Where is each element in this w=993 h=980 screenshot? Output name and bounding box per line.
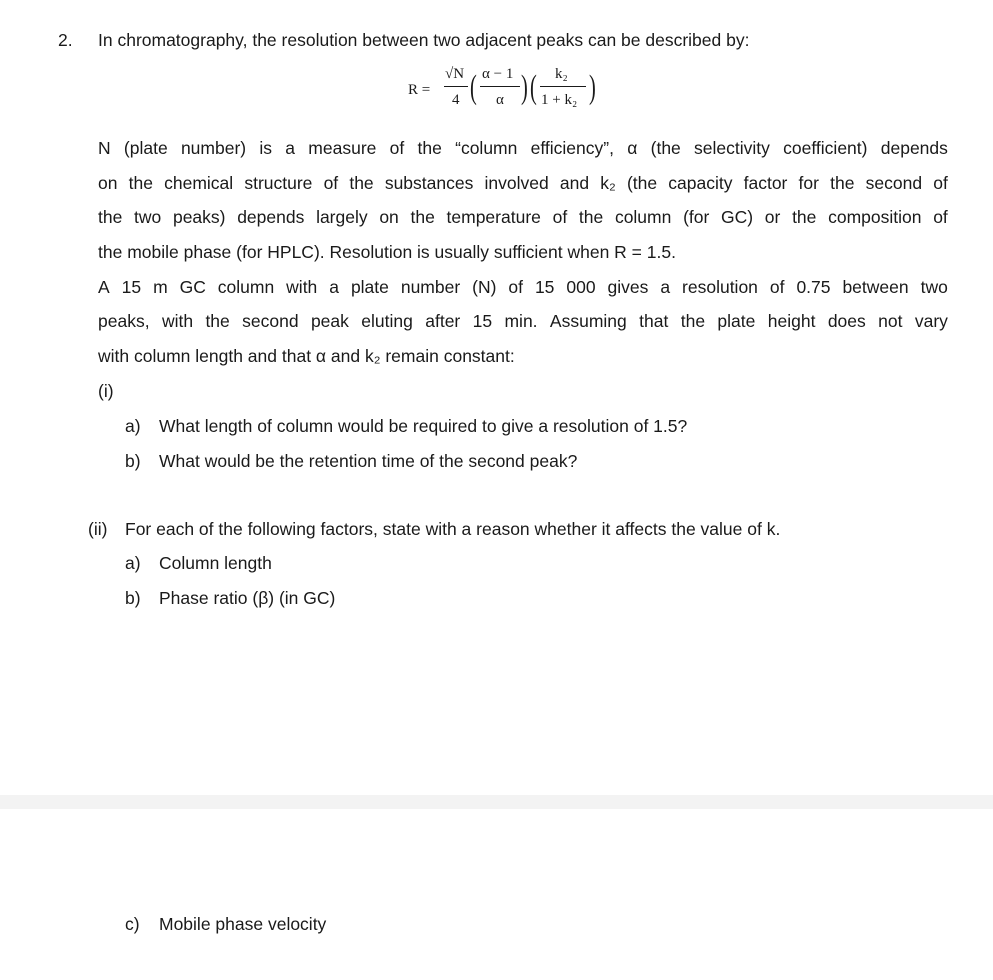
part-ii-b-label: b) <box>125 588 141 608</box>
part-ii-c-text: Mobile phase velocity <box>159 914 327 934</box>
text-line: the mobile phase (for HPLC). Resolution is usually sufficient when R = 1.5. <box>98 242 676 263</box>
formula-one-plus-k2: 1 + k₂ <box>541 92 578 108</box>
part-ii-a-text: Column length <box>159 553 272 573</box>
text-line: A 15 m GC column with a plate number (N) of 15 000 gives a resolution of 0.75 between two <box>98 276 948 297</box>
page-break-band <box>0 795 993 809</box>
text-line: with column length and that α and k₂ remain constant: <box>98 346 515 367</box>
part-ii-c-label: c) <box>125 914 140 934</box>
formula-denominator-4: 4 <box>452 92 460 108</box>
formula-alpha: α <box>496 92 504 108</box>
right-paren: ) <box>521 69 528 106</box>
text-line: the two peaks) depends largely on the temperature of the column (for GC) or the composition of <box>98 207 948 228</box>
part-ii-label: (ii) <box>88 519 108 539</box>
left-paren: ( <box>470 69 477 106</box>
part-ii-a-label: a) <box>125 553 141 573</box>
question-number: 2. <box>58 30 73 50</box>
part-ii-text: For each of the following factors, state with a reason whether it affects the value of k. <box>125 519 781 539</box>
left-paren-2: ( <box>530 69 537 106</box>
part-i-b-text: What would be the retention time of the second peak? <box>159 451 578 471</box>
formula-sqrt-n: √N <box>445 66 465 82</box>
text-line: N (plate number) is a measure of the “column efficiency”, α (the selectivity coefficient) depends <box>98 138 948 158</box>
part-ii-b-text: Phase ratio (β) (in GC) <box>159 588 336 608</box>
part-i-b-label: b) <box>125 451 141 471</box>
formula-alpha-minus-1: α − 1 <box>482 66 514 82</box>
text-line: peaks, with the second peak eluting after 15 min. Assuming that the plate height does not vary <box>98 311 948 332</box>
part-i-a-text: What length of column would be required to give a resolution of 1.5? <box>159 416 688 436</box>
part-i-a-label: a) <box>125 416 141 436</box>
resolution-formula <box>408 64 608 120</box>
body-paragraph <box>98 131 948 374</box>
right-paren-2: ) <box>589 69 596 106</box>
formula-k2: k₂ <box>555 66 568 82</box>
question-intro: In chromatography, the resolution between two adjacent peaks can be described by: <box>98 30 750 50</box>
part-i-label: (i) <box>98 381 114 401</box>
text-line: on the chemical structure of the substances involved and k₂ (the capacity factor for the second of <box>98 172 948 193</box>
formula-lhs: R = <box>408 82 431 98</box>
